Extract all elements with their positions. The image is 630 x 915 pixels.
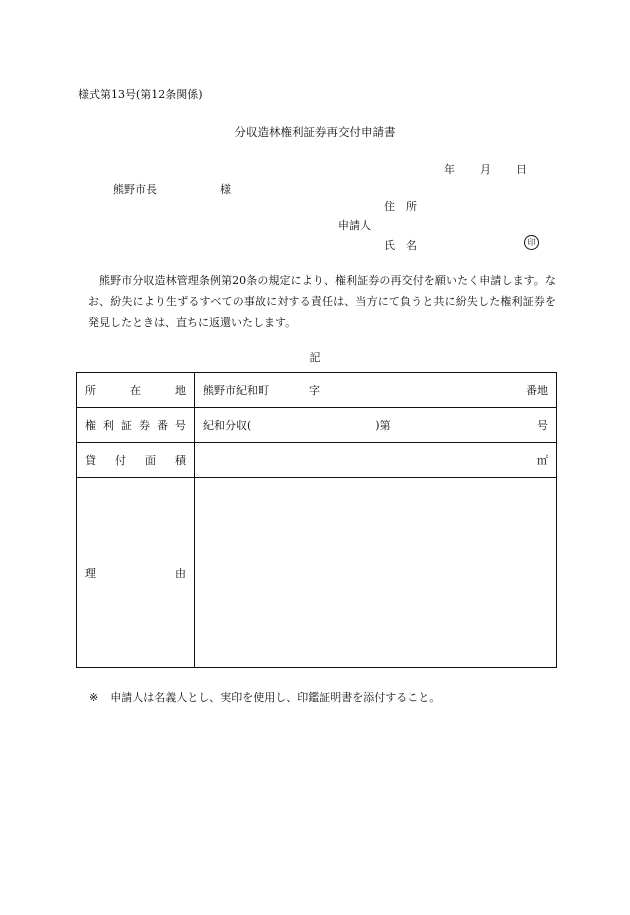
area-unit: ㎡ [537,454,548,467]
area-label-char: 積 [175,454,186,467]
location-label-char: 地 [175,384,186,397]
note-mark: ※ [89,691,99,704]
seal-icon: 印 [524,235,539,250]
detail-table [76,372,557,668]
cert-number-label [77,408,195,443]
reason-label-char: 由 [175,566,186,580]
cert-go: 号 [537,419,548,432]
cert-label-char: 権 [85,419,96,432]
cert-label-char: 番 [157,419,168,432]
cert-number-row [77,408,557,443]
applicant-label: 申請人 [338,219,371,232]
cert-label-char: 利 [103,419,114,432]
footer-note [89,689,440,705]
location-label-char: 所 [85,384,96,397]
location-prefix: 熊野市紀和町 [203,384,269,397]
cert-label-char: 号 [175,419,186,432]
ki-heading: 記 [309,351,321,364]
addressee-suffix: 様 [220,183,231,196]
reason-label-char: 理 [85,566,96,580]
cert-dai: )第 [375,419,391,432]
date-month-label: 月 [480,163,491,176]
area-label-char: 面 [145,454,156,467]
cert-label-char: 券 [139,419,150,432]
cert-label-char: 証 [121,419,132,432]
area-value [195,443,557,478]
addressee-name: 熊野市長 [113,183,157,196]
area-row [77,443,557,478]
form-number: 様式第13号(第12条関係) [78,88,203,101]
cert-number-value [195,408,557,443]
reason-row [77,478,557,668]
location-value [195,373,557,408]
name-label: 氏 名 [384,239,417,252]
location-row [77,373,557,408]
note-text: 申請人は名義人とし、実印を使用し、印鑑証明書を添付すること。 [110,691,441,704]
reason-value [195,478,557,668]
cert-prefix: 紀和分収( [203,419,252,432]
date-year-label: 年 [444,163,455,176]
location-label [77,373,195,408]
location-aza: 字 [309,384,320,397]
location-banchi: 番地 [526,384,548,397]
reason-label [77,478,195,668]
location-label-char: 在 [130,384,141,397]
area-label-char: 貸 [85,454,96,467]
area-label [77,443,195,478]
area-label-char: 付 [115,454,126,467]
request-body-text: 熊野市分収造林管理条例第20条の規定により、権利証券の再交付を願いたく申請します。なお、紛失により生ずるすべての事故に対する責任は、当方にて負うと共に紛失した権利証券を発見したときは、直ちに返還いたします。 [88,274,556,329]
address-label: 住 所 [384,200,417,213]
document-title: 分収造林権利証券再交付申請書 [234,125,396,139]
date-day-label: 日 [516,163,527,176]
